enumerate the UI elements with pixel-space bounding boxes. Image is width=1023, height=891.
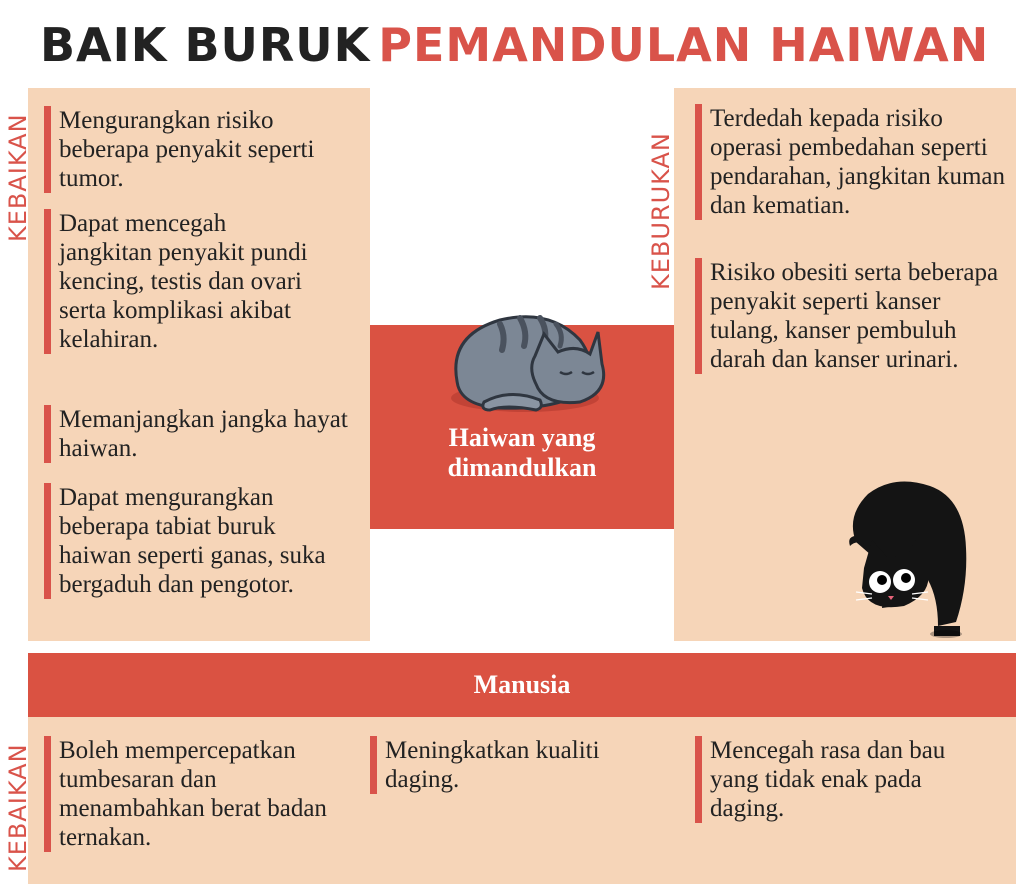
human-advantage-1: Boleh mempercepatkan tumbesaran dan menambahkan berat badan ternakan. [44, 736, 351, 852]
animal-advantages-label: KEBAIKAN [4, 113, 32, 242]
page-title [40, 10, 989, 80]
title-part-1: BAIK BURUK [40, 18, 371, 72]
center-label: Haiwan yang dimandulkan [447, 423, 597, 482]
human-advantage-2: Meningkatkan kualiti daging. [370, 736, 655, 794]
sleeping-cat-icon [440, 306, 610, 422]
black-cat-icon [842, 476, 970, 638]
animal-advantage-1: Mengurangkan risiko beberapa penyakit seperti tumor. [44, 106, 321, 193]
animal-advantage-2: Dapat mencegah jangkitan penyakit pundi kencing, testis dan ovari serta komplikasi akibat kelahiran. [44, 209, 321, 354]
animal-advantage-4: Dapat mengurangkan beberapa tabiat buruk haiwan seperti ganas, suka bergaduh dan pengotor. [44, 483, 339, 599]
human-advantage-3: Mencegah rasa dan bau yang tidak enak pada daging. [695, 736, 1000, 823]
human-advantages-label: KEBAIKAN [4, 743, 32, 872]
human-header-bar: Manusia [28, 653, 1016, 717]
animal-disadvantages-label: KEBURUKAN [647, 132, 675, 290]
title-part-2: PEMANDULAN HAIWAN [378, 18, 990, 72]
animal-disadvantage-2: Risiko obesiti serta beberapa penyakit seperti kanser tulang, kanser pembuluh darah dan kanser urinari. [695, 258, 1010, 374]
animal-advantage-3: Memanjangkan jangka hayat haiwan. [44, 405, 349, 463]
animal-disadvantage-1: Terdedah kepada risiko operasi pembedahan seperti pendarahan, jangkitan kuman dan kematian. [695, 104, 1010, 220]
